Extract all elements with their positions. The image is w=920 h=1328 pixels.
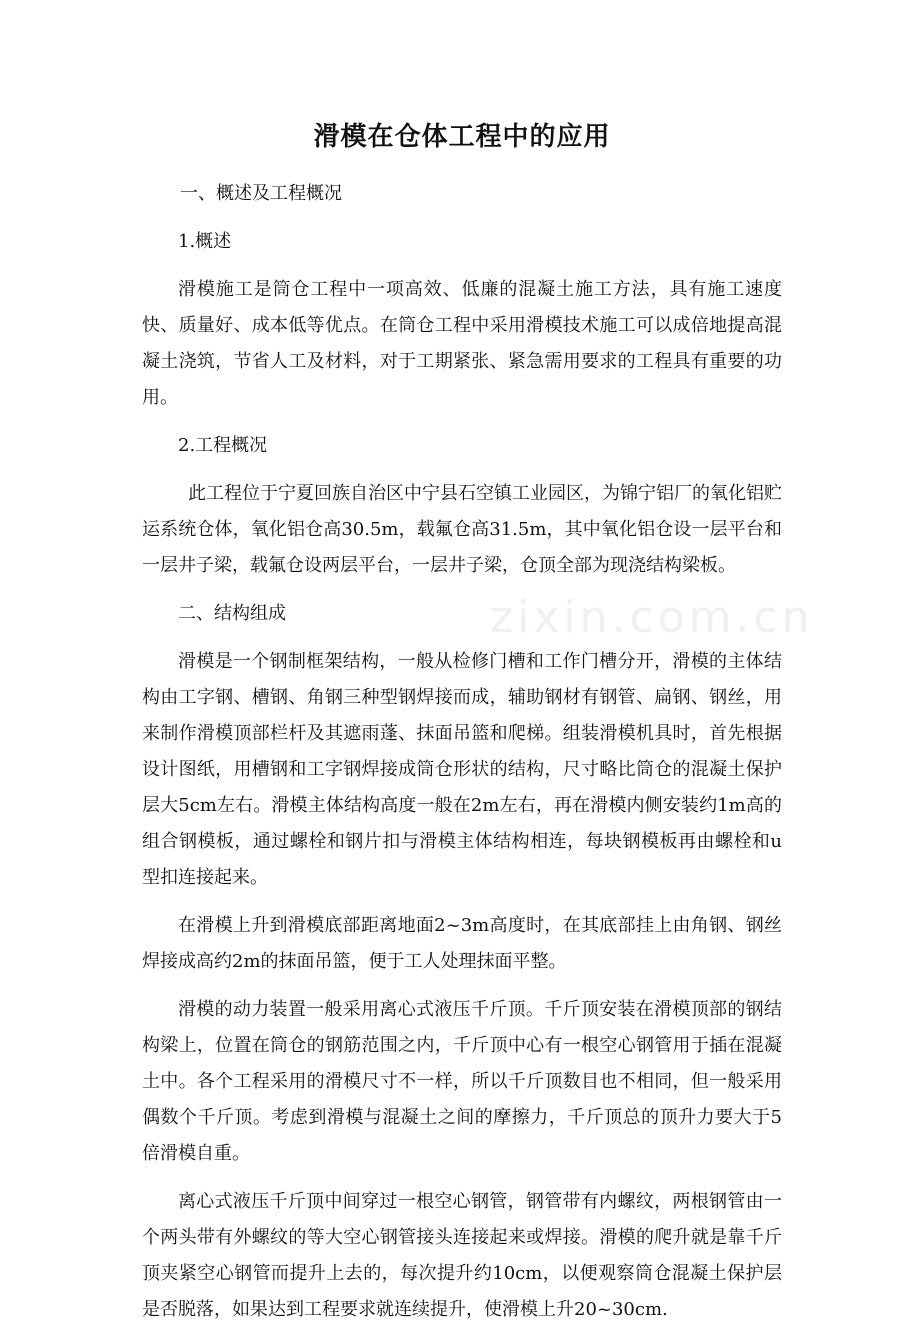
section-1-heading: 一、概述及工程概况 <box>180 183 342 204</box>
project-overview-paragraph: 此工程位于宁夏回族自治区中宁县石空镇工业园区，为锦宁铝厂的氧化铝贮运系统仓体，氧化铝仓高30.5m，载氟仓高31.5m，其中氧化铝仓设一层平台和一层井子梁，载氟仓设两层平台，一层井子梁，仓顶全部为现浇结构梁板。 <box>142 483 782 576</box>
document-content <box>142 116 782 1328</box>
document-title: 滑模在仓体工程中的应用 <box>313 122 611 152</box>
overview-subheading: 1.概述 <box>178 231 232 252</box>
section-2-heading: 二、结构组成 <box>178 603 286 624</box>
structure-paragraph-4: 离心式液压千斤顶中间穿过一根空心钢管，钢管带有内螺纹，两根钢管由一个两头带有外螺纹的等大空心钢管接头连接起来或焊接。滑模的爬升就是靠千斤顶夹紧空心钢管而提升上去的，每次提升约10cm，以便观察筒仓混凝土保护层是否脱落，如果达到工程要求就连续提升，使滑模上升20~30cm. <box>142 1191 782 1320</box>
structure-paragraph-3: 滑模的动力装置一般采用离心式液压千斤顶。千斤顶安装在滑模顶部的钢结构梁上，位置在筒仓的钢筋范围之内，千斤顶中心有一根空心钢管用于插在混凝土中。各个工程采用的滑模尺寸不一样，所以千斤顶数目也不相同，但一般采用偶数个千斤顶。考虑到滑模与混凝土之间的摩擦力，千斤顶总的顶升力要大于5倍滑模自重。 <box>142 999 782 1164</box>
structure-paragraph-2: 在滑模上升到滑模底部距离地面2~3m高度时，在其底部挂上由角钢、钢丝焊接成高约2m的抹面吊篮，便于工人处理抹面平整。 <box>142 915 782 972</box>
overview-paragraph: 滑模施工是筒仓工程中一项高效、低廉的混凝土施工方法，具有施工速度快、质量好、成本低等优点。在筒仓工程中采用滑模技术施工可以成倍地提高混凝土浇筑，节省人工及材料，对于工期紧张、紧急需用要求的工程具有重要的功用。 <box>142 279 782 408</box>
structure-paragraph-1: 滑模是一个钢制框架结构，一般从检修门槽和工作门槽分开，滑模的主体结构由工字钢、槽钢、角钢三种型钢焊接而成，辅助钢材有钢管、扁钢、钢丝，用来制作滑模顶部栏杆及其遮雨蓬、抹面吊篮和爬梯。组装滑模机具时，首先根据设计图纸，用槽钢和工字钢焊接成筒仓形状的结构，尺寸略比筒仓的混凝土保护层大5cm左右。滑模主体结构高度一般在2m左右，再在滑模内侧安装约1m高的组合钢模板，通过螺栓和钢片扣与滑模主体结构相连，每块钢模板再由螺栓和u型扣连接起来。 <box>142 651 782 888</box>
watermark-text: zixin.com.cn <box>490 592 814 643</box>
project-overview-subheading: 2.工程概况 <box>178 435 268 456</box>
